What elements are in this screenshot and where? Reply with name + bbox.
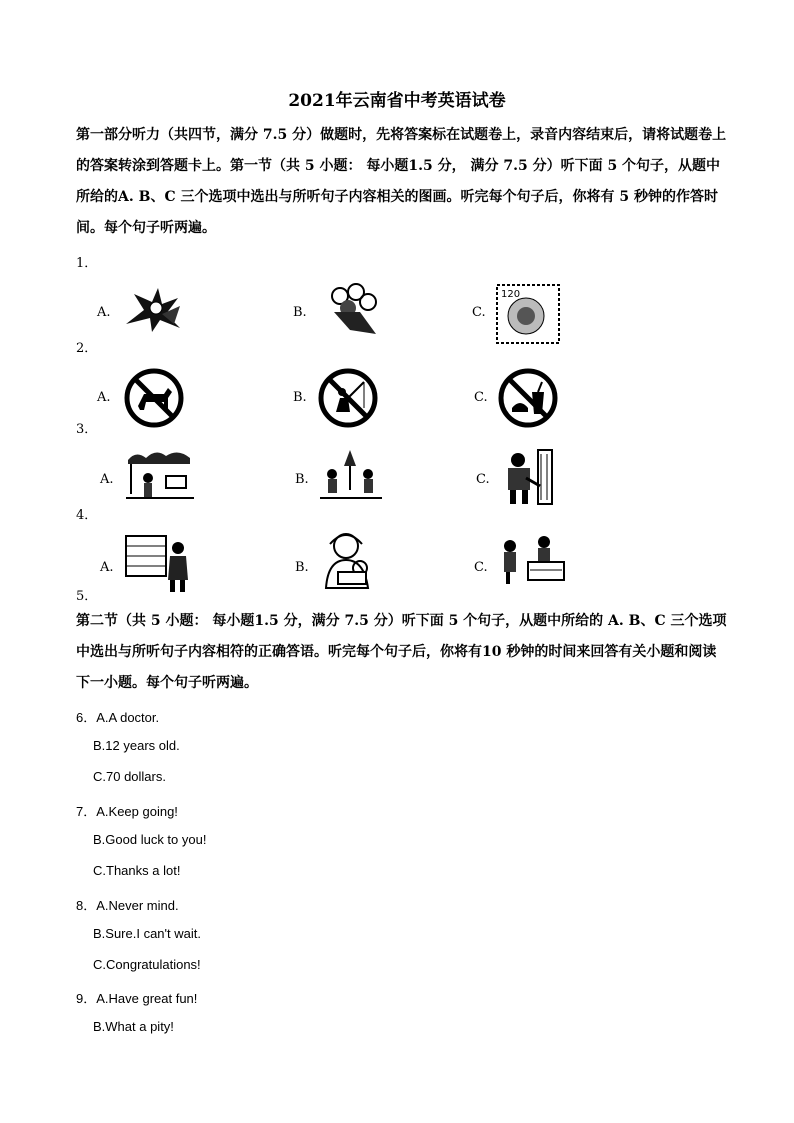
stamp-icon — [496, 284, 560, 344]
question-number: 2． — [76, 341, 98, 356]
question-number: 3． — [76, 422, 98, 437]
page-title: 2021年云南省中考英语试卷 — [288, 91, 506, 111]
answer-option: C.Thanks a lot! — [93, 863, 181, 878]
answer-option: A.Have great fun! — [96, 991, 198, 1006]
part1-instructions: 第一部分听力（共四节，满分 7.5 分）做题时，先将答案标在试题卷上，录音内容结束后，请将试题卷上的答案转涂到答题卡上。第一节（共 5 小题： 每小题1.5 分， 满分 7.5 分）听下面 5 个句子，从题中所给的A. B、C 三个选项中选出与所听句子内容相关的图画。听完每个句子后，你将有 5 秒钟的作答时间。每个句子听两遍。 — [76, 127, 727, 236]
no-dogs-icon — [124, 368, 184, 428]
answer-option: A.Never mind. — [96, 898, 179, 913]
option-letter: C. — [476, 472, 490, 487]
street-scene-icon — [126, 448, 194, 502]
option-letter: B. — [295, 472, 309, 487]
question-number: 7．A.Keep going! — [76, 804, 178, 819]
answer-option: B.What a pity! — [93, 1019, 174, 1034]
planting-trees-icon — [320, 446, 382, 504]
no-fishing-icon — [318, 368, 378, 428]
part2-instructions: 第二节（共 5 小题： 每小题1.5 分，满分 7.5 分）听下面 5 个句子，从题中所给的 A. B、C 三个选项中选出与所听句子内容相符的正确答语。听完每个句子后，你将有10 秒钟的时间来回答有关小题和阅读下一小题。每个句子听两遍。 — [76, 613, 727, 691]
option-letter: A. — [97, 390, 111, 405]
question-number: 5． — [76, 589, 98, 604]
option-letter: A. — [97, 305, 111, 320]
answer-option: B.Sure.I can't wait. — [93, 926, 201, 941]
option-letter: A. — [100, 472, 114, 487]
answer-option: A.A doctor. — [96, 710, 160, 725]
no-food-drink-icon — [498, 368, 558, 428]
answer-option: A.Keep going! — [96, 804, 178, 819]
option-letter: B. — [295, 560, 309, 575]
option-letter: A. — [100, 560, 114, 575]
answer-option: C.Congratulations! — [93, 957, 201, 972]
answer-option: B.12 years old. — [93, 738, 180, 753]
shopping-icon — [124, 530, 194, 594]
option-letter: C. — [474, 560, 488, 575]
question-number: 6．A.A doctor. — [76, 710, 160, 725]
answer-option: B.Good luck to you! — [93, 832, 207, 847]
mother-reading-icon — [320, 528, 382, 592]
stamp-value: 120 — [501, 289, 521, 300]
option-letter: C. — [474, 390, 488, 405]
family-icon — [500, 532, 568, 588]
cutting-tree-icon — [500, 446, 560, 508]
question-number: 1． — [76, 256, 98, 271]
option-letter: B. — [293, 305, 307, 320]
question-number: 4． — [76, 508, 98, 523]
option-letter: B. — [293, 390, 307, 405]
bouquet-icon — [320, 282, 384, 338]
option-letter: C. — [472, 305, 486, 320]
question-number: 9．A.Have great fun! — [76, 991, 198, 1006]
swallows-icon — [122, 284, 184, 334]
question-number: 8．A.Never mind. — [76, 898, 179, 913]
answer-option: C.70 dollars. — [93, 769, 166, 784]
